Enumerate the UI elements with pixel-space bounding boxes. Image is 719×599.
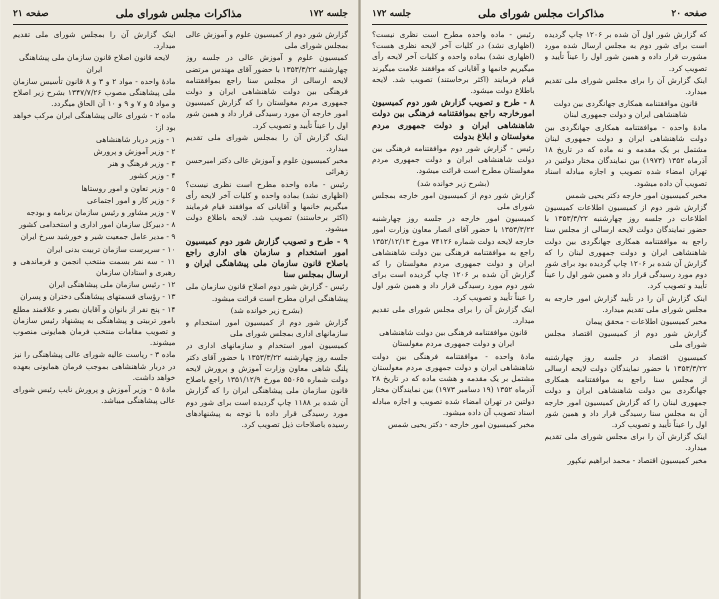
text-columns — [372, 29, 707, 599]
paragraph: مخبر کمیسیون امور خارجه - دکتر یحیی شمس — [387, 419, 535, 429]
paragraph: گزارش شور دوم از کمیسیون اطلاعات کمیسیون اطلاعات در جلسه روز چهارشنبه ۱۳۵۳/۳/۲۲ با حضور نمایندگان دولت لایحه ارسالی از مجلس سنا راجع به موافقتنامه همکاری جهانگردی بین دولت شاهنشاهی ایران و دولت جمهوری لبنان را که گزارش آن شده بر ۱۲۰۶ چاپ گردیده بود برای شور دوم مورد رسیدگی قرار داد و همین شور اول را عیناً تأیید و تصویب کرد. — [544, 203, 707, 291]
paragraph: اینک گزارش آن را بمجلس شورای ملی تقدیم میدارد. — [13, 30, 176, 51]
column-left — [13, 29, 176, 599]
session-number: جلسه ۱۷۲ — [372, 9, 412, 19]
paragraph: ۱ - وزیر دربار شاهنشاهی — [96, 134, 176, 144]
paragraph: ۳ - وزیر فرهنگ و هنر — [108, 159, 176, 169]
column-right — [545, 29, 708, 599]
page-header — [13, 6, 348, 25]
section-heading: ۸ - طرح و تصویب گزارش شور دوم کمیسیون امورخارجه راجع بموافقتنامه فرهنگی بین دولت شاهنشاهی ایران و دولت جمهوری مردم مغولستان و ابلاغ بدولت — [372, 97, 535, 141]
page-right — [360, 0, 719, 599]
paragraph: ۱۴ - پنج نفر از بانوان و آقایان بصیر و علاقمند مطلع بامور تربیتی و پیشاهنگی به پیشنهاد رئیس سازمان و تصویب مقامات منتخب فرمان همایونی منصوب میشوند. — [13, 304, 176, 348]
section-heading: ۹ - طرح و تصویب گزارش شور دوم کمیسیون امور استخدام و سازمان های اداری راجع باصلاح قانون سازمان ملی پیشاهنگی ایران و ارسال بمجلس سنا — [185, 235, 348, 280]
paragraph: ۵ - وزیر تعاون و امور روستاها — [81, 183, 176, 193]
page-number: صفحه ۲۰ — [671, 9, 707, 19]
centered-line: قانون موافقتنامه فرهنگی بین دولت شاهنشاهی ایران و دولت جمهوری مردم مغولستان — [379, 328, 528, 349]
paragraph: مادهٔ واحده - موافقتنامه فرهنگی بین دولت شاهنشاهی ایران و دولت جمهوری مردم مغولستان مشتمل بر یک مقدمه و هشت ماده که در تاریخ ۲۸ آذرماه ۱۳۵۲ (۱۹ دسامبر ۱۹۷۳) بین نمایندگان مختار دولتین در تهران امضاء شده تصویب و اجازه مبادله اسناد تصویب آن داده میشود. — [372, 351, 535, 417]
page-left — [1, 0, 360, 599]
session-number: جلسه ۱۷۲ — [308, 9, 348, 19]
paragraph: ماده ۳ - ریاست عالیه شورای عالی پیشاهنگی را نیز در دربار شاهنشاهی بموجب فرمان همایونی بعهده خواهد داشت. — [13, 350, 176, 382]
paragraph: ۱۲ - رئیس سازمان ملی پیشاهنگی ایران — [48, 280, 176, 290]
paragraph: مادهٔ ۵ - وزیر آموزش و پرورش نایب رئیس شورای عالی پیشاهنگی میباشد. — [13, 385, 176, 406]
paragraph: مخبر کمیسیون اطلاعات - محقق پیمان — [585, 317, 707, 327]
paragraph: اینک گزارش آن را برای مجلس شورای ملی تقدیم میدارد. — [544, 75, 707, 97]
column-left — [372, 29, 535, 599]
paragraph: کمیسیون امور استخدام و سازمانهای اداری در جلسه روز چهارشنبه ۱۳۵۳/۳/۲۲ با حضور آقای دکتر پلنگ شاهی معاون وزارت آموزش و پرورش لایحه دولت شماره ۵۵۰۶۵ مورخ ۱۳۵۱/۱۲/۹ راجع باصلاح قانون سازمان ملی پیشاهنگی ایران را که گزارش آن شده بر ۱۱۸۸ چاپ گردیده است برای شور دوم مورد رسیدگی قرار داده با توجه به پیشنهادهای رسیده باصلاحات ذیل تصویب کرد. — [185, 341, 348, 429]
paragraph: ۹ - مدیر عامل جمعیت شیر و خورشید سرخ ایران — [20, 232, 176, 242]
page-number: صفحه ۲۱ — [13, 9, 49, 19]
paragraph: رئیس - ماده واحده مطرح است نظری نیست؟ (اظهاری نشد) در کلیات آخر لایحه نظری هست؟ (اظهاری نشد) بماده واحده و کلیات آخر لایحه رأی میگیریم خانمها و آقایانی که موافقند علامت میگیرند قیام فرمایند (اکثر برخاستند) تصویب شد. لایحه باطلاع دولت میشود. — [372, 30, 535, 96]
paragraph: مادهٔ واحده - موافقتنامه همکاری جهانگردی بین دولت شاهنشاهی ایران و دولت جمهوری لبنان مشتمل بر یک مقدمه و نه ماده که در تاریخ ۱۸ آذرماه ۱۳۵۲ (۱۹۷۳) بین نمایندگان مختار دولتین در تهران امضاء شده تصویب و اجازه مبادله اسناد تصویب آن داده میشود. — [544, 122, 707, 188]
paragraph: کمیسیون اقتصاد در جلسه روز چهارشنبه ۱۳۵۳/۳/۲۲ با حضور نمایندگان دولت لایحه ارسالی از مجلس سنا راجع به موافقتنامه همکاری جهانگردی بین دولت شاهنشاهی ایران و دولت جمهوری لبنان را که گزارش کمیسیون امور خارجه آن به مجلس سنا رسیدگی قرار داد و همین شور اول را عیناً تأیید و تصویب کرد. — [544, 352, 707, 429]
paragraph: گزارش شور دوم از کمیسیون امور استخدام و سازمانهای اداری بمجلس شورای ملی — [185, 318, 348, 339]
centered-line: لایحه قانون اصلاح قانون سازمان ملی پیشاهنگی ایران — [18, 53, 170, 74]
paragraph: اینک گزارش آن را بمجلس شورای ملی تقدیم میدارد. — [185, 132, 348, 154]
paragraph: مخبر کمیسیون امور خارجه دکتر یحیی شمس — [565, 190, 707, 200]
paragraph: اینک گزارش آن را برای مجلس شورای ملی تقدیم میدارد. — [544, 432, 707, 453]
centered-line: (بشرح زیر خوانده شد) — [417, 178, 490, 188]
text-columns — [13, 29, 348, 599]
book-gutter — [358, 0, 361, 599]
paragraph: ۱۱ - سه نفر بسمت منتخب انجمن و فرماندهی و رهبری و استادان سازمان — [13, 256, 176, 278]
paragraph: که گزارش شور اول آن شده بر ۱۲۰۶ چاپ گردیده است برای شور دوم به مجلس ارسال شده مورد مشورت قرار داده و همین شور اول را عیناً تأیید و تصویب کرد. — [544, 30, 707, 73]
paragraph: مخبر کمیسیون اقتصاد - محمد ابراهیم نیکپور — [567, 455, 707, 465]
paragraph: اینک گزارش آن را برای مجلس شورای ملی تقدیم میدارد. — [372, 304, 535, 326]
paragraph: ۶ - وزیر کار و امور اجتماعی — [87, 195, 176, 205]
paragraph: رئیس - ماده واحده مطرح است نظری نیست؟ (اظهاری نشد) بماده واحده و کلیات آخر لایحه رأی میگیریم خانمها و آقایانی که موافقند قیام فرمایند (اکثر برخاستند) تصویب شد. لایحه باطلاع دولت میشود. — [185, 179, 348, 234]
paragraph: کمیسیون امور خارجه در جلسه روز چهارشنبه ۱۳۵۳/۳/۲۲ با حضور آقای انصار معاون وزارت امور خارجه لایحه دولت شماره ۷۴۱۲۶ مورخ ۱۳۵۲/۱۲/۱۳ راجع به موافقتنامه فرهنگی بین دولت شاهنشاهی ایران و دولت جمهوری مردم مغولستان را که گزارش آن شده بر ۱۲۰۶ چاپ گردیده است برای شور دوم مورد رسیدگی قرار داد و همین شور اول را عیناً تأیید و تصویب کرد. — [372, 214, 535, 302]
centered-line: قانون موافقتنامه همکاری جهانگردی بین دولت شاهنشاهی ایران و دولت جمهوری لبنان — [553, 99, 698, 120]
running-title: مذاکرات مجلس شورای ملی — [478, 8, 605, 20]
paragraph: گزارش شور دوم از کمیسیون امور خارجه بمجلس شورای ملی — [372, 190, 535, 212]
paragraph: کمیسیون علوم و آموزش عالی در جلسه روز چهارشنبه ۱۳۵۳/۳/۲۲ با حضور آقای مهندس مرتضی لایحه ارسالی از مجلس سنا راجع بموافقتنامه فرهنگی بین دولت شاهنشاهی ایران و دولت جمهوری مردم مغولستان را که گزارش کمیسیون امور خارجه آن مورد رسیدگی قرار داد و همین شور اول را عیناً تأیید و تصویب کرد. — [185, 53, 348, 130]
paragraph: ۱۰ - سرپرست سازمان تربیت بدنی ایران — [46, 244, 176, 254]
page-header — [372, 6, 707, 25]
paragraph: ماده ۲ - شورای عالی پیشاهنگی ایران مرکب خواهد بود از: — [13, 111, 176, 132]
paragraph: گزارش شور دوم از کمیسیون اقتصاد مجلس شورای ملی — [544, 329, 707, 350]
paragraph: رئیس - گزارش شور دوم موافقتنامه فرهنگی بین دولت شاهنشاهی ایران و دولت جمهوری مردم مغولستان مطرح است قرائت میشود. — [372, 144, 535, 176]
paragraph: ۸ - دبیرکل سازمان امور اداری و استخدامی کشور — [19, 220, 176, 230]
column-right — [186, 29, 349, 599]
paragraph: ۱۳ - رؤسای قسمتهای پیشاهنگی دختران و پسران — [20, 292, 176, 302]
centered-line: (بشرح زیر خوانده شد) — [230, 305, 303, 315]
paragraph: رئیس - گزارش شور دوم اصلاح قانون سازمان ملی پیشاهنگی ایران مطرح است قرائت میشود. — [185, 282, 348, 303]
running-title: مذاکرات مجلس شورای ملی — [115, 8, 242, 20]
paragraph: ۲ - وزیر آموزش و پرورش — [93, 147, 176, 157]
paragraph: اینک گزارش آن را در تأیید گزارش امور خارجه به مجلس شورای ملی تقدیم میدارد. — [544, 293, 707, 314]
paragraph: ۴ - وزیر کشور — [129, 171, 176, 181]
paragraph: گزارش شور دوم از کمیسیون علوم و آموزش عالی بمجلس شورای ملی — [185, 30, 348, 51]
paragraph: ۷ - وزیر مشاور و رئیس سازمان برنامه و بودجه — [26, 208, 176, 218]
paragraph: مخبر کمیسیون علوم و آموزش عالی دکتر امیرحسن زهرائی — [185, 156, 348, 177]
paragraph: مادهٔ واحده - مواد ۲ و ۳ و ۸ قانون تأسیس سازمان ملی پیشاهنگی مصوب ۱۳۴۷/۷/۲۶ بشرح زیر اصلاح و مواد ۵ و ۷ و ۹ و ۱۰ آن الحاق میگردد. — [13, 76, 176, 109]
